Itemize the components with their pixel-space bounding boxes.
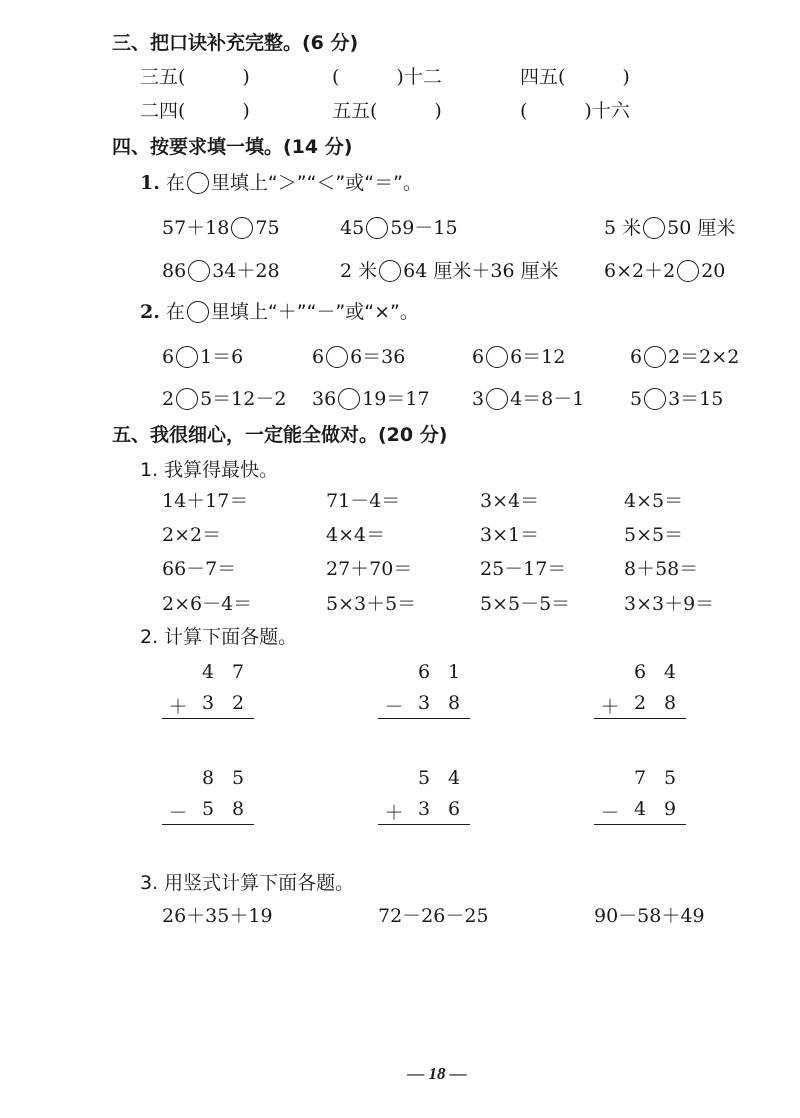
digit: 8 <box>663 692 677 714</box>
operator-item: 5 3＝15 <box>630 388 724 410</box>
fill-blank-item: 三五( ) <box>140 66 250 88</box>
digit: 8 <box>201 767 215 789</box>
calc-item: 4×5＝ <box>624 490 684 512</box>
digit: 4 <box>447 767 461 789</box>
calc-item: 5×5－5＝ <box>480 593 571 615</box>
question-5-2-label: 2. 计算下面各题。 <box>140 626 298 648</box>
answer-circle-icon[interactable] <box>486 388 508 410</box>
digit: 3 <box>201 692 215 714</box>
digit: 2 <box>633 692 647 714</box>
column-calc-item: 26＋35＋19 <box>162 905 273 927</box>
question-4-2-instruction <box>140 297 419 324</box>
question-4-1-instruction <box>140 168 422 195</box>
calc-item: 25－17＝ <box>480 558 567 580</box>
column-calc-item: 72－26－25 <box>378 905 489 927</box>
calc-item: 2×6－4＝ <box>162 593 253 615</box>
fill-blank-item: 二四( ) <box>140 100 250 122</box>
compare-item: 2 米 64 厘米＋36 厘米 <box>340 260 559 282</box>
answer-circle-icon[interactable] <box>644 346 666 368</box>
calc-item: 3×3＋9＝ <box>624 593 715 615</box>
operator: ＋ <box>168 696 188 718</box>
answer-circle-icon[interactable] <box>176 388 198 410</box>
answer-line <box>594 718 686 719</box>
page-number: — 18 — <box>407 1064 467 1083</box>
digit: 8 <box>447 692 461 714</box>
answer-circle-icon[interactable] <box>338 388 360 410</box>
question-number: 2. <box>140 301 160 323</box>
digit: 5 <box>201 798 215 820</box>
calc-item: 3×4＝ <box>480 490 540 512</box>
answer-line <box>162 824 254 825</box>
calc-item: 4×4＝ <box>326 524 386 546</box>
instruction-text: 里填上“＋”“－”或“×”。 <box>210 301 419 323</box>
fill-blank-item: 四五( ) <box>520 66 630 88</box>
digit: 6 <box>633 661 647 683</box>
digit: 5 <box>231 767 245 789</box>
answer-circle-icon[interactable] <box>176 346 198 368</box>
compare-item: 86 34＋28 <box>162 260 280 282</box>
digit: 5 <box>663 767 677 789</box>
answer-line <box>594 824 686 825</box>
operator: － <box>384 696 404 718</box>
answer-circle-icon[interactable] <box>231 217 253 239</box>
answer-circle-icon[interactable] <box>379 260 401 282</box>
operator-item: 6 2＝2×2 <box>630 346 740 368</box>
instruction-text: 里填上“＞”“＜”或“＝”。 <box>210 172 422 194</box>
digit: 2 <box>231 692 245 714</box>
digit: 8 <box>231 798 245 820</box>
digit: 7 <box>633 767 647 789</box>
operator: － <box>600 802 620 824</box>
answer-circle-icon[interactable] <box>326 346 348 368</box>
fill-blank-item: ( )十二 <box>332 66 442 88</box>
answer-circle-icon[interactable] <box>677 260 699 282</box>
section-5-title: 五、我很细心，一定能全做对。(20 分) <box>112 424 448 446</box>
question-5-1-label: 1. 我算得最快。 <box>140 459 279 481</box>
operator: － <box>168 802 188 824</box>
digit: 4 <box>663 661 677 683</box>
answer-circle-icon[interactable] <box>486 346 508 368</box>
calc-item: 8＋58＝ <box>624 558 699 580</box>
answer-circle-icon[interactable] <box>644 388 666 410</box>
digit: 9 <box>663 798 677 820</box>
answer-circle-icon <box>187 301 209 323</box>
digit: 6 <box>447 798 461 820</box>
answer-line <box>378 718 470 719</box>
calc-item: 5×5＝ <box>624 524 684 546</box>
digit: 4 <box>633 798 647 820</box>
answer-circle-icon[interactable] <box>188 260 210 282</box>
operator-item: 6 6＝36 <box>312 346 406 368</box>
operator: ＋ <box>600 696 620 718</box>
operator-item: 6 1＝6 <box>162 346 244 368</box>
digit: 7 <box>231 661 245 683</box>
fill-blank-item: ( )十六 <box>520 100 630 122</box>
calc-item: 3×1＝ <box>480 524 540 546</box>
calc-item: 2×2＝ <box>162 524 222 546</box>
answer-circle-icon[interactable] <box>643 217 665 239</box>
fill-blank-item: 五五( ) <box>332 100 442 122</box>
digit: 1 <box>447 661 461 683</box>
digit: 3 <box>417 798 431 820</box>
section-4-title: 四、按要求填一填。(14 分) <box>112 136 353 158</box>
calc-item: 14＋17＝ <box>162 490 249 512</box>
compare-item: 6×2＋2 20 <box>604 260 726 282</box>
digit: 3 <box>417 692 431 714</box>
compare-item: 5 米 50 厘米 <box>604 217 736 239</box>
instruction-text: 在 <box>165 172 185 194</box>
calc-item: 71－4＝ <box>326 490 401 512</box>
question-5-3-label: 3. 用竖式计算下面各题。 <box>140 872 355 894</box>
operator-item: 2 5＝12－2 <box>162 388 287 410</box>
digit: 6 <box>417 661 431 683</box>
calc-item: 5×3＋5＝ <box>326 593 417 615</box>
compare-item: 57＋18 75 <box>162 217 280 239</box>
section-3-title: 三、把口诀补充完整。(6 分) <box>112 32 359 54</box>
digit: 5 <box>417 767 431 789</box>
operator-item: 6 6＝12 <box>472 346 566 368</box>
answer-circle-icon <box>187 172 209 194</box>
operator: ＋ <box>384 802 404 824</box>
operator-item: 36 19＝17 <box>312 388 430 410</box>
question-number: 1. <box>140 172 160 194</box>
answer-line <box>162 718 254 719</box>
calc-item: 27＋70＝ <box>326 558 413 580</box>
calc-item: 66－7＝ <box>162 558 237 580</box>
digit: 4 <box>201 661 215 683</box>
column-calc-item: 90－58＋49 <box>594 905 705 927</box>
answer-circle-icon[interactable] <box>366 217 388 239</box>
answer-line <box>378 824 470 825</box>
operator-item: 3 4＝8－1 <box>472 388 585 410</box>
compare-item: 45 59－15 <box>340 217 458 239</box>
instruction-text: 在 <box>165 301 185 323</box>
